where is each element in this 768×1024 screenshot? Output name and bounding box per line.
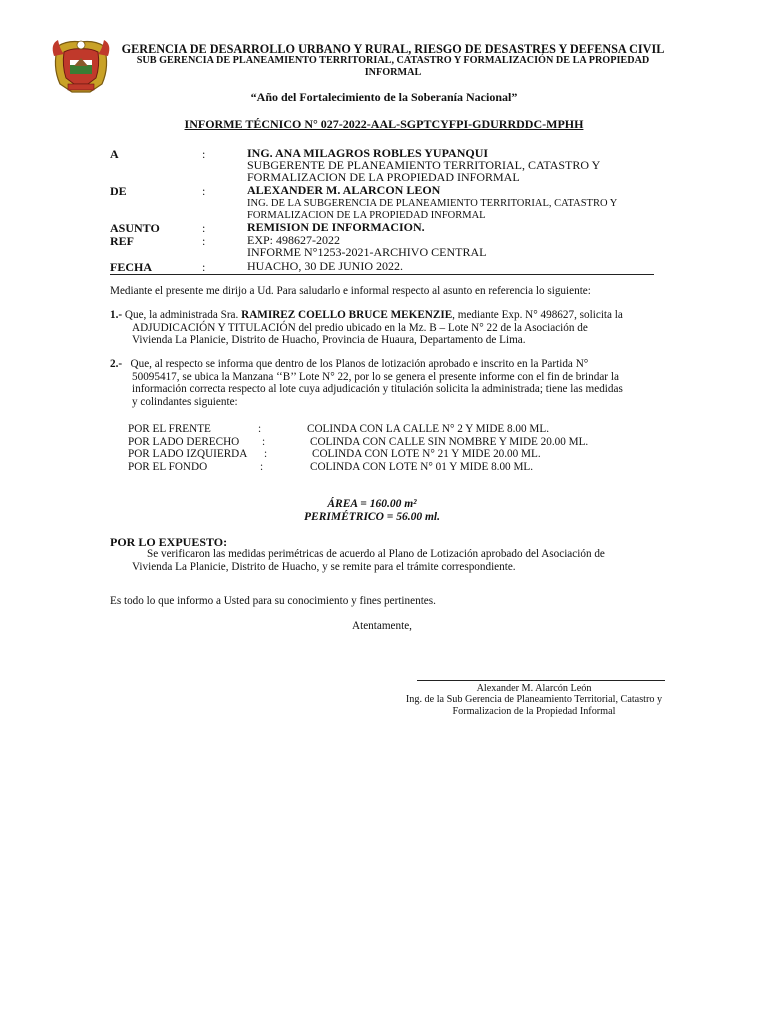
field-de-label: DE bbox=[110, 184, 127, 198]
signature-role-line2: Formalizacion de la Propiedad Informal bbox=[452, 706, 616, 717]
paragraph-1-pre: Que, la administrada Sra. bbox=[122, 309, 242, 321]
header-subgerencia-line1: SUB GERENCIA DE PLANEAMIENTO TERRITORIAL, CATASTRO Y FORMALIZACIÓN DE LA PROPIEDAD bbox=[136, 55, 650, 66]
paragraph-1-line1 bbox=[110, 309, 648, 322]
measure-frente-desc: COLINDA CON LA CALLE N° 2 Y MIDE 8.00 ML. bbox=[307, 423, 549, 435]
field-fecha-colon: : bbox=[202, 260, 206, 274]
report-title: INFORME TÉCNICO N° 027-2022-AAL-SGPTCYFPI-GDURRDDC-MPHH bbox=[184, 117, 584, 131]
signature-role-line1: Ing. de la Sub Gerencia de Planeamiento Territorial, Catastro y bbox=[405, 694, 663, 705]
field-fecha-label: FECHA bbox=[110, 260, 152, 274]
paragraph-2-line4: y colindantes siguiente: bbox=[132, 395, 238, 408]
measure-derecho-colon: : bbox=[262, 436, 266, 448]
paragraph-2-line3: información correcta respecto al lote cuya adjudicación y titulación solicita la administrada; tiene las medidas bbox=[132, 383, 623, 396]
field-asunto-value: REMISION DE INFORMACION. bbox=[247, 220, 425, 234]
field-ref-colon: : bbox=[202, 234, 206, 248]
measure-frente-colon: : bbox=[258, 423, 262, 435]
year-motto: “Año del Fortalecimiento de la Soberanía Nacional” bbox=[250, 90, 518, 104]
field-ref-line1: EXP: 498627-2022 bbox=[247, 233, 340, 247]
field-a-role-line1: SUBGERENTE DE PLANEAMIENTO TERRITORIAL, CATASTRO Y bbox=[247, 158, 601, 172]
field-de-colon: : bbox=[202, 184, 206, 198]
paragraph-2 bbox=[110, 358, 648, 408]
field-ref-line2: INFORME N°1253-2021-ARCHIVO CENTRAL bbox=[247, 245, 487, 259]
area-value: ÁREA = 160.00 m² bbox=[327, 498, 417, 510]
expuesto-heading: POR LO EXPUESTO: bbox=[110, 535, 228, 549]
header-divider bbox=[110, 274, 654, 275]
header-institution: GERENCIA DE DESARROLLO URBANO Y RURAL, RIESGO DE DESASTRES Y DEFENSA CIVIL bbox=[121, 42, 665, 56]
measure-izquierda-colon: : bbox=[264, 448, 268, 460]
header-subgerencia bbox=[112, 55, 674, 79]
closing-paragraph: Es todo lo que informo a Usted para su conocimiento y fines pertinentes. bbox=[110, 595, 436, 607]
paragraph-1-number: 1.- bbox=[110, 309, 123, 321]
field-de-name: ALEXANDER M. ALARCON LEON bbox=[247, 183, 441, 197]
header-subgerencia-line2: INFORMAL bbox=[364, 67, 422, 78]
signature-line bbox=[417, 680, 665, 681]
intro-paragraph: Mediante el presente me dirijo a Ud. Para saludarlo e informal respecto al asunto en referencia lo siguiente: bbox=[110, 285, 591, 297]
field-a-role-line2: FORMALIZACION DE LA PROPIEDAD INFORMAL bbox=[247, 170, 520, 184]
paragraph-1-post: , mediante Exp. N° 498627, solicita la bbox=[452, 309, 623, 321]
administrada-name: RAMIREZ COELLO BRUCE MEKENZIE bbox=[241, 309, 453, 321]
field-a-colon: : bbox=[202, 147, 206, 161]
measure-fondo-side: POR EL FONDO bbox=[128, 461, 208, 473]
municipality-crest-logo bbox=[50, 36, 112, 94]
perimeter-value: PERIMÉTRICO = 56.00 ml. bbox=[304, 511, 440, 523]
measure-derecho-desc: COLINDA CON CALLE SIN NOMBRE Y MIDE 20.00 ML. bbox=[310, 436, 589, 448]
measure-derecho-side: POR LADO DERECHO bbox=[128, 436, 240, 448]
paragraph-1-line3: Vivienda La Planicie, Distrito de Huacho, Provincia de Huaura, Departamento de Lima. bbox=[132, 334, 526, 347]
signature-name: Alexander M. Alarcón León bbox=[476, 683, 592, 694]
field-ref-label: REF bbox=[110, 234, 134, 248]
field-asunto-label: ASUNTO bbox=[110, 221, 160, 235]
expuesto-line2: Vivienda La Planicie, Distrito de Huacho, y se remite para el trámite correspondiente. bbox=[132, 560, 516, 573]
field-de-role-line2: FORMALIZACION DE LA PROPIEDAD INFORMAL bbox=[247, 210, 486, 221]
paragraph-2-number: 2.- bbox=[110, 358, 123, 370]
field-a-label: A bbox=[110, 147, 119, 161]
paragraph-2-line1 bbox=[110, 358, 648, 371]
paragraph-2-line2: 50095417, se ubica la Manzana ‘‘B’’ Lote N° 22, por lo se genera el presente informe con el fin de brindar la bbox=[132, 370, 619, 383]
field-de-role-line1: ING. DE LA SUBGERENCIA DE PLANEAMIENTO TERRITORIAL, CATASTRO Y bbox=[247, 198, 618, 209]
measure-fondo-desc: COLINDA CON LOTE N° 01 Y MIDE 8.00 ML. bbox=[310, 461, 534, 473]
measure-frente-side: POR EL FRENTE bbox=[128, 423, 211, 435]
field-asunto-colon: : bbox=[202, 221, 206, 235]
expuesto-paragraph bbox=[132, 548, 648, 573]
atentamente: Atentamente, bbox=[352, 620, 412, 632]
paragraph-2-line1-text: Que, al respecto se informa que dentro de los Planos de lotización aprobado e inscrito en la Partida N° bbox=[130, 358, 589, 370]
measure-fondo-colon: : bbox=[260, 461, 264, 473]
measure-izquierda-desc: COLINDA CON LOTE N° 21 Y MIDE 20.00 ML. bbox=[312, 448, 541, 460]
field-fecha-value: HUACHO, 30 DE JUNIO 2022. bbox=[247, 259, 403, 273]
field-a-name: ING. ANA MILAGROS ROBLES YUPANQUI bbox=[247, 146, 489, 160]
paragraph-1-line2: ADJUDICACIÓN Y TITULACIÓN del predio ubicado en la Mz. B – Lote N° 22 de la Asociación de bbox=[132, 321, 588, 334]
measure-izquierda-side: POR LADO IZQUIERDA bbox=[128, 448, 248, 460]
paragraph-1 bbox=[110, 309, 648, 347]
expuesto-line1: Se verificaron las medidas perimétricas de acuerdo al Plano de Lotización aprobado del Asociación de bbox=[147, 548, 605, 560]
